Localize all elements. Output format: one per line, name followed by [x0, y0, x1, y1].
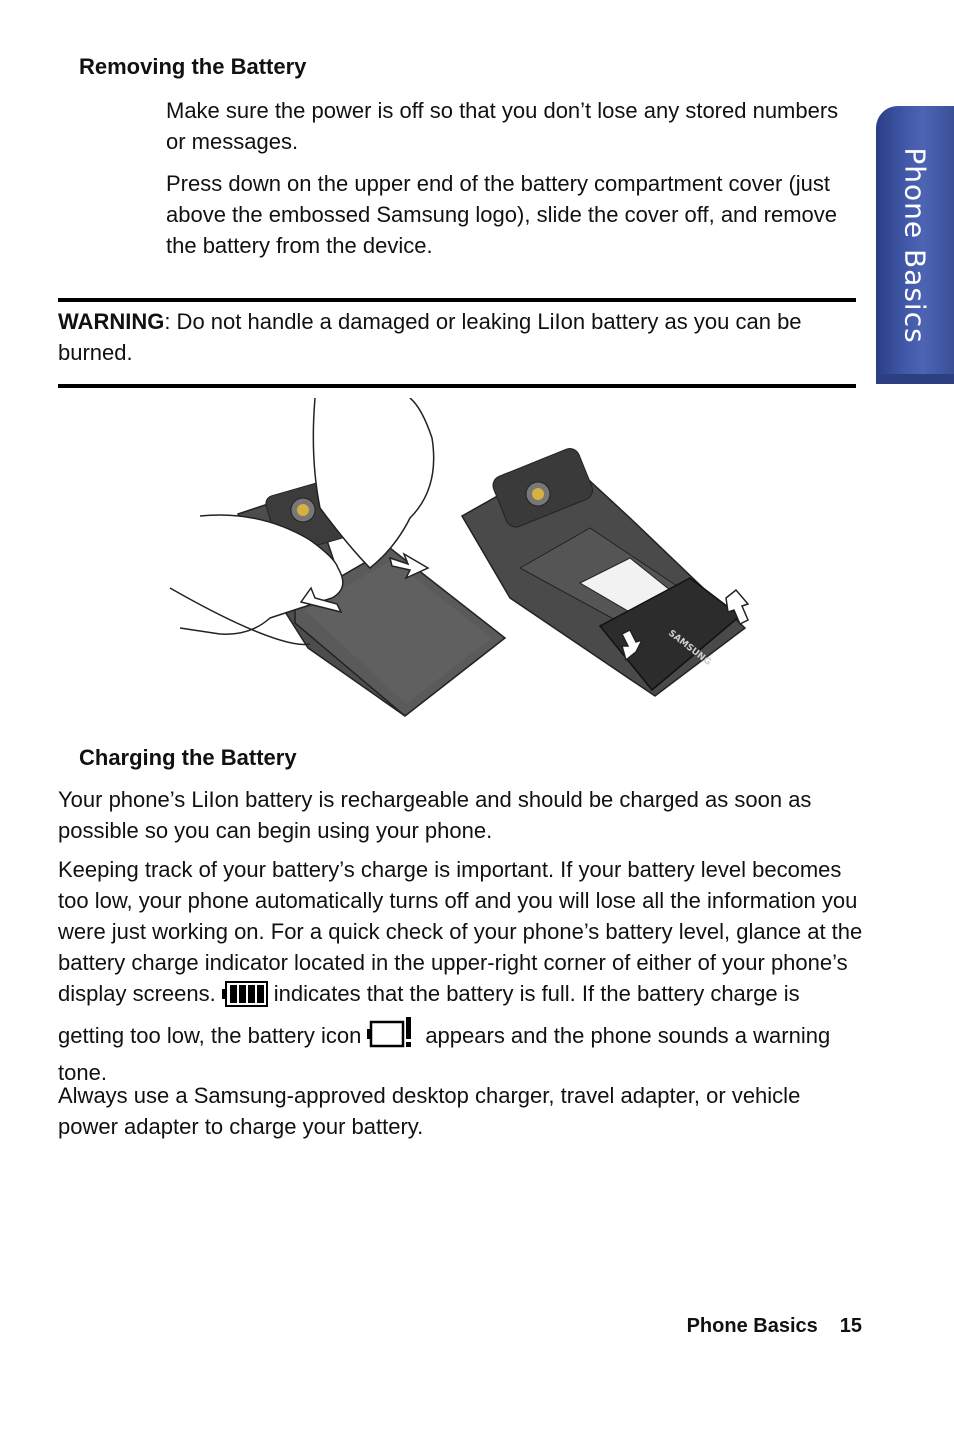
warning-label: WARNING	[58, 309, 165, 334]
battery-brand-text: SAMSUNG	[666, 628, 713, 668]
charging-paragraph-2-part-c: appears and the phone sounds a warning tone.	[58, 1023, 831, 1085]
section-heading-charging: Charging the Battery	[79, 745, 297, 770]
charging-paragraph-3: Always use a Samsung-approved desktop charger, travel adapter, or vehicle power adapter to charge your battery.	[58, 1083, 801, 1139]
warning-text: : Do not handle a damaged or leaking LiIon battery as you can be burned.	[58, 309, 802, 365]
side-tab-label: Phone Basics	[898, 146, 932, 344]
section-heading-removing: Removing the Battery	[79, 54, 307, 79]
battery-removal-illustration-svg	[160, 398, 760, 718]
charging-paragraph-2-part-b: indicates that the battery is full. If the battery charge is getting too low, the battery icon	[58, 981, 800, 1048]
battery-full-icon	[222, 981, 268, 1015]
left-phone	[170, 398, 505, 716]
battery-low-icon	[367, 1015, 419, 1057]
removing-paragraph-1: Make sure the power is off so that you don’t lose any stored numbers or messages.	[166, 98, 839, 154]
footer-section-title: Phone Basics	[686, 1315, 818, 1337]
warning-text-block	[58, 306, 848, 368]
side-tab	[876, 106, 954, 384]
warning-rule-top	[58, 298, 856, 302]
charging-paragraph-1: Your phone’s LiIon battery is rechargeable and should be charged as soon as possible so you can begin using your phone.	[58, 787, 812, 843]
removing-paragraph-2: Press down on the upper end of the battery compartment cover (just above the embossed Samsung logo), slide the cover off, and remove the battery from the device.	[166, 171, 837, 258]
right-phone	[462, 446, 748, 696]
page-number: 15	[839, 1315, 862, 1337]
warning-rule-bottom	[58, 384, 856, 388]
page-footer	[687, 1315, 862, 1338]
battery-removal-illustration	[160, 398, 760, 718]
charging-paragraph-2	[58, 854, 864, 1088]
charging-paragraph-2-part-a: Keeping track of your battery’s charge is important. If your battery level becomes too low, your phone automatically turns off and you will lose all the information you were just working on. For a quick check of your phone’s battery level, glance at the battery charge indicator located in the upper-right corner of either of your phone’s display screens.	[58, 857, 863, 1006]
